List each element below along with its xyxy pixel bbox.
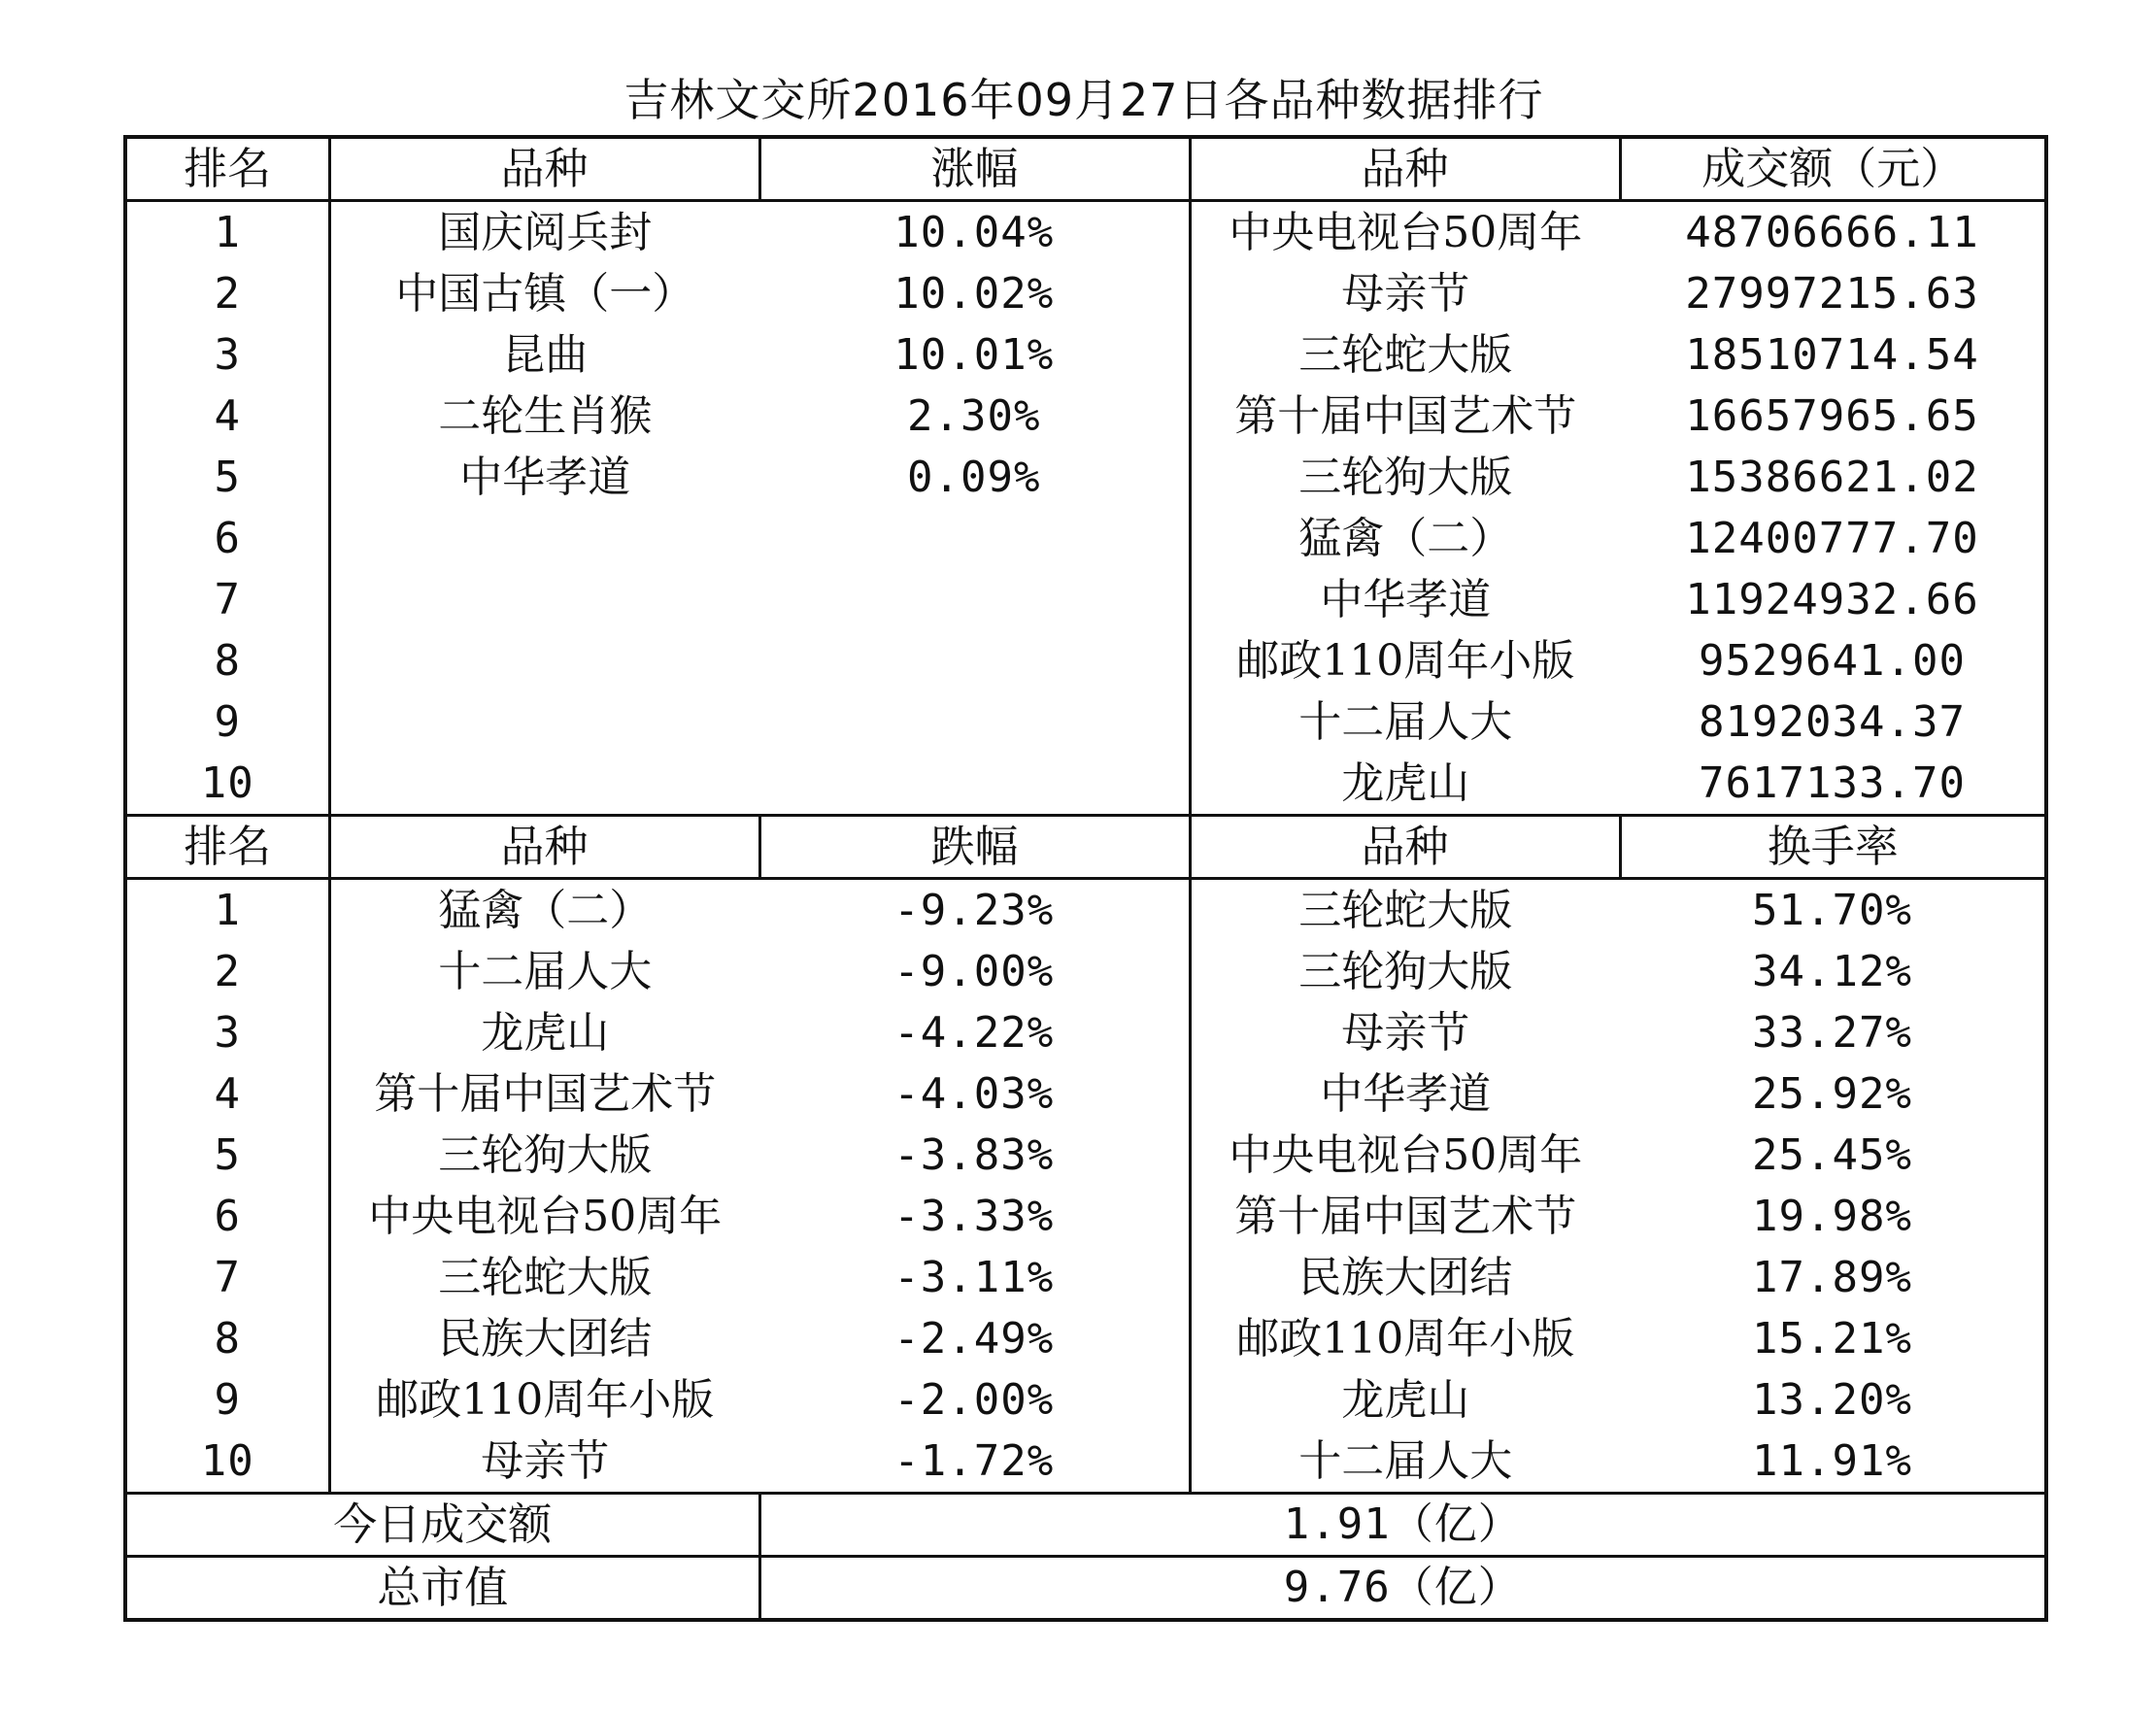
change-percent-cell: -2.49% <box>759 1308 1190 1369</box>
variety-name-cell: 母亲节 <box>329 1431 759 1494</box>
metric-value-cell: 34.12% <box>1752 947 1912 996</box>
variety-name-cell: 中华孝道 <box>1320 1069 1492 1119</box>
metric-value-cell: 48706666.11 <box>1685 208 1979 257</box>
summary-row-turnover <box>125 1494 2046 1557</box>
rank-cell: 7 <box>125 569 329 630</box>
variety-name-cell: 猛禽（二） <box>438 886 653 935</box>
losers-table-row <box>125 1369 2046 1431</box>
variety-name-cell <box>329 630 759 691</box>
gainers-table-row <box>125 569 2046 630</box>
metric-value-cell: 25.45% <box>1752 1130 1912 1180</box>
variety-name-cell: 十二届人大 <box>1190 1431 1620 1494</box>
rank-cell: 7 <box>125 1247 329 1308</box>
variety-name-cell: 民族大团结 <box>438 1314 653 1364</box>
change-percent-cell: -3.11% <box>759 1247 1190 1308</box>
change-percent-cell <box>759 569 1190 630</box>
header-decline: 跌幅 <box>759 816 1190 879</box>
metric-value-cell: 15.21% <box>1752 1314 1912 1364</box>
losers-table-row <box>125 1308 2046 1369</box>
losers-table-row <box>125 1002 2046 1063</box>
header-gain: 涨幅 <box>759 137 1190 201</box>
metric-value-cell: 11924932.66 <box>1685 575 1979 624</box>
variety-name-cell: 中华孝道 <box>459 453 631 502</box>
gainers-header-row <box>125 137 2046 201</box>
header-turnover-rate: 换手率 <box>1620 816 2046 879</box>
rank-cell: 6 <box>125 508 329 569</box>
change-percent-cell: 10.04% <box>759 201 1190 264</box>
variety-name-cell: 民族大团结 <box>1298 1253 1513 1302</box>
variety-name-cell: 中央电视台50周年 <box>1229 1130 1583 1180</box>
rank-cell: 6 <box>125 1186 329 1247</box>
metric-value-cell: 16657965.65 <box>1685 391 1979 441</box>
rank-cell: 3 <box>125 1002 329 1063</box>
losers-table-row <box>125 879 2046 942</box>
metric-value-cell: 12400777.70 <box>1685 514 1979 563</box>
metric-value-cell: 19.98% <box>1752 1192 1912 1241</box>
variety-name-cell: 中央电视台50周年 <box>1229 208 1583 257</box>
market-cap-label: 总市值 <box>125 1557 759 1621</box>
metric-value-cell: 9529641.00 <box>1699 636 1966 686</box>
variety-name-cell: 三轮蛇大版 <box>1298 886 1513 935</box>
change-percent-cell: 0.09% <box>759 447 1190 508</box>
ranking-table-body <box>125 137 2046 1620</box>
gainers-table-row <box>125 447 2046 508</box>
header-rank: 排名 <box>125 137 329 201</box>
variety-name-cell: 中央电视台50周年 <box>368 1192 723 1241</box>
change-percent-cell: -1.72% <box>759 1431 1190 1494</box>
variety-name-cell <box>329 691 759 753</box>
change-percent-cell <box>759 630 1190 691</box>
summary-row-market-cap <box>125 1557 2046 1621</box>
metric-value-cell: 27997215.63 <box>1685 269 1979 319</box>
rank-cell: 3 <box>125 324 329 386</box>
metric-value-cell: 51.70% <box>1752 886 1912 935</box>
turnover-value: 1.91（亿） <box>759 1494 2046 1557</box>
losers-table-row <box>125 1186 2046 1247</box>
metric-value-cell: 7617133.70 <box>1620 753 2046 816</box>
rank-cell: 1 <box>125 201 329 264</box>
gainers-table-row <box>125 753 2046 816</box>
losers-header-row <box>125 816 2046 879</box>
variety-name-cell: 龙虎山 <box>1190 753 1620 816</box>
variety-name-cell: 邮政110周年小版 <box>376 1375 715 1425</box>
variety-name-cell: 猛禽（二） <box>1298 514 1513 563</box>
variety-name-cell: 第十届中国艺术节 <box>1234 391 1577 441</box>
gainers-table-row <box>125 630 2046 691</box>
header-turnover-amount: 成交额（元） <box>1620 137 2046 201</box>
variety-name-cell <box>329 508 759 569</box>
variety-name-cell: 三轮狗大版 <box>1298 453 1513 502</box>
variety-name-cell: 三轮蛇大版 <box>1298 330 1513 380</box>
variety-name-cell: 第十届中国艺术节 <box>374 1069 717 1119</box>
rank-cell: 4 <box>125 386 329 447</box>
gainers-table-row <box>125 263 2046 324</box>
variety-name-cell: 母亲节 <box>1341 269 1470 319</box>
variety-name-cell: 龙虎山 <box>481 1008 610 1058</box>
metric-value-cell: 17.89% <box>1752 1253 1912 1302</box>
metric-value-cell: 33.27% <box>1752 1008 1912 1058</box>
gainers-table-row <box>125 201 2046 264</box>
variety-name-cell: 三轮蛇大版 <box>438 1253 653 1302</box>
variety-name-cell: 中国古镇（一） <box>395 269 695 319</box>
rank-cell: 8 <box>125 1308 329 1369</box>
variety-name-cell <box>329 753 759 816</box>
losers-table-row <box>125 1063 2046 1125</box>
variety-name-cell: 十二届人大 <box>438 947 653 996</box>
variety-name-cell: 昆曲 <box>502 330 589 380</box>
variety-name-cell: 三轮狗大版 <box>1298 947 1513 996</box>
metric-value-cell: 15386621.02 <box>1685 453 1979 502</box>
rank-cell: 2 <box>125 941 329 1002</box>
losers-table-row <box>125 1247 2046 1308</box>
change-percent-cell <box>759 691 1190 753</box>
losers-table-row <box>125 1125 2046 1186</box>
header-name: 品种 <box>1190 816 1620 879</box>
variety-name-cell: 三轮狗大版 <box>438 1130 653 1180</box>
change-percent-cell: -2.00% <box>759 1369 1190 1431</box>
variety-name-cell: 中华孝道 <box>1320 575 1492 624</box>
losers-table-row <box>125 1431 2046 1494</box>
page-title: 吉林文交所2016年09月27日各品种数据排行 <box>623 74 1544 126</box>
rank-cell: 10 <box>125 1431 329 1494</box>
rank-cell: 5 <box>125 1125 329 1186</box>
header-name: 品种 <box>329 137 759 201</box>
change-percent-cell: 10.02% <box>759 263 1190 324</box>
change-percent-cell <box>759 508 1190 569</box>
losers-table-row <box>125 941 2046 1002</box>
rank-cell: 2 <box>125 263 329 324</box>
gainers-table-row <box>125 508 2046 569</box>
metric-value-cell: 11.91% <box>1620 1431 2046 1494</box>
ranking-table <box>123 135 2048 1622</box>
metric-value-cell: 25.92% <box>1752 1069 1912 1119</box>
rank-cell: 1 <box>125 879 329 942</box>
variety-name-cell: 龙虎山 <box>1341 1375 1470 1425</box>
change-percent-cell: -3.83% <box>759 1125 1190 1186</box>
header-name: 品种 <box>1190 137 1620 201</box>
variety-name-cell: 国庆阅兵封 <box>438 208 653 257</box>
change-percent-cell: -9.00% <box>759 941 1190 1002</box>
market-cap-value: 9.76（亿） <box>759 1557 2046 1621</box>
metric-value-cell: 18510714.54 <box>1685 330 1979 380</box>
gainers-table-row <box>125 386 2046 447</box>
turnover-label: 今日成交额 <box>125 1494 759 1557</box>
rank-cell: 9 <box>125 691 329 753</box>
gainers-table-row <box>125 691 2046 753</box>
gainers-table-row <box>125 324 2046 386</box>
variety-name-cell: 第十届中国艺术节 <box>1234 1192 1577 1241</box>
rank-cell: 4 <box>125 1063 329 1125</box>
variety-name-cell: 邮政110周年小版 <box>1236 1314 1575 1364</box>
header-name: 品种 <box>329 816 759 879</box>
metric-value-cell: 13.20% <box>1752 1375 1912 1425</box>
change-percent-cell: -4.03% <box>759 1063 1190 1125</box>
rank-cell: 9 <box>125 1369 329 1431</box>
variety-name-cell: 邮政110周年小版 <box>1236 636 1575 686</box>
variety-name-cell <box>329 569 759 630</box>
rank-cell: 8 <box>125 630 329 691</box>
change-percent-cell <box>759 753 1190 816</box>
rank-cell: 5 <box>125 447 329 508</box>
variety-name-cell: 二轮生肖猴 <box>438 391 653 441</box>
change-percent-cell: -4.22% <box>759 1002 1190 1063</box>
variety-name-cell: 十二届人大 <box>1298 697 1513 747</box>
change-percent-cell: 2.30% <box>759 386 1190 447</box>
change-percent-cell: -3.33% <box>759 1186 1190 1247</box>
change-percent-cell: 10.01% <box>759 324 1190 386</box>
rank-cell: 10 <box>125 753 329 816</box>
variety-name-cell: 母亲节 <box>1341 1008 1470 1058</box>
header-rank: 排名 <box>125 816 329 879</box>
metric-value-cell: 8192034.37 <box>1699 697 1966 747</box>
change-percent-cell: -9.23% <box>759 879 1190 942</box>
